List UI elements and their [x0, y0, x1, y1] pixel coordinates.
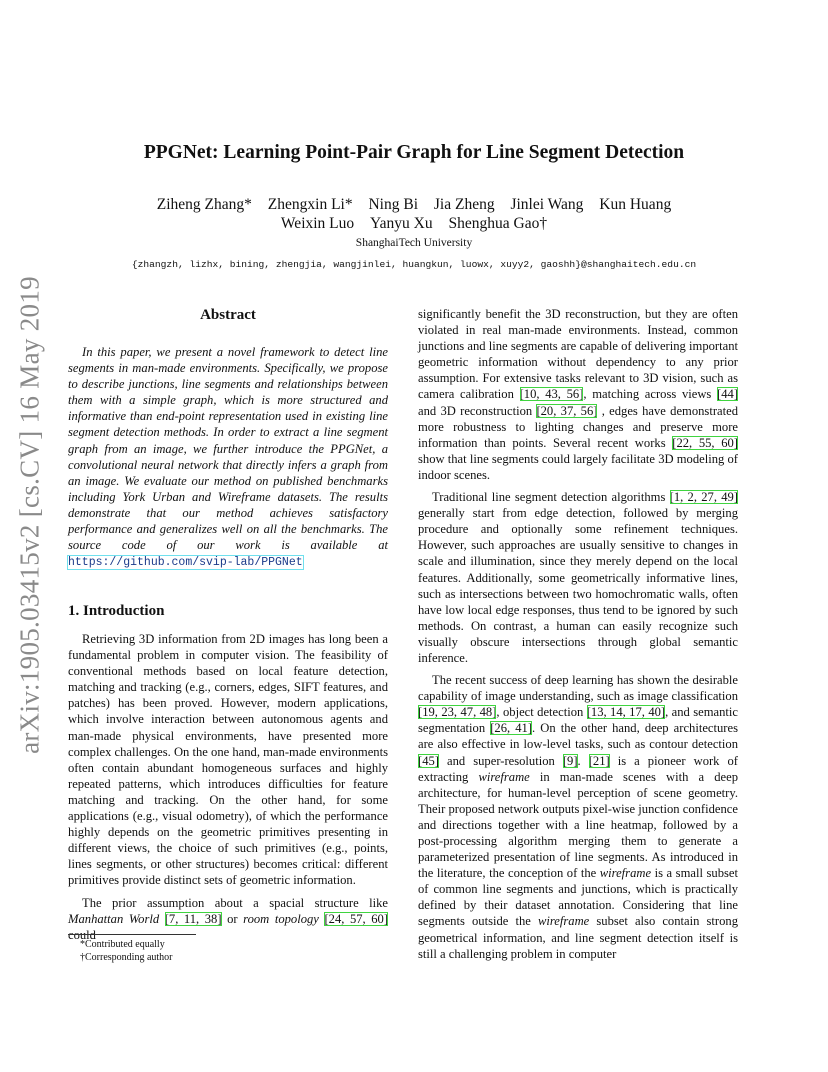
author-name: Zhengxin Li*: [267, 196, 353, 213]
citation-link[interactable]: [45]: [418, 753, 439, 768]
footnote-rule: [68, 934, 196, 935]
text-run: The prior assumption about a spacial structure like: [82, 895, 388, 910]
paper-title: PPGNet: Learning Point-Pair Graph for Line Segment Detection: [143, 142, 685, 163]
text-run: .: [577, 753, 589, 768]
text-run: or: [221, 911, 244, 926]
text-run: show that line segments could largely facilitate 3D modeling of indoor scenes.: [418, 451, 738, 482]
code-link[interactable]: https://github.com/svip-lab/PPGNet: [68, 556, 303, 570]
emphasis: room topology: [243, 911, 319, 926]
text-run: , matching across views: [583, 387, 718, 402]
text-run: subset also contain strong geometrical information, and line segment detection itself is still a challenging problem in computer: [418, 914, 738, 961]
paragraph: [418, 672, 738, 962]
paragraph: [418, 489, 738, 666]
citation-link[interactable]: [44]: [717, 387, 739, 402]
text-run: , edges have demonstrated more robustness to lighting changes and preserve more information than points. Several recent works: [418, 403, 738, 450]
text-run: The recent success of deep learning has shown the desirable capability of image understanding, such as image classification: [418, 673, 738, 704]
citation-link[interactable]: [9]: [562, 753, 578, 768]
text-run: , and semantic segmentation: [418, 705, 739, 736]
author-name: Shenghua Gao†: [448, 215, 548, 232]
text-run: , object detection: [496, 705, 587, 720]
abstract-body: [68, 344, 388, 571]
paragraph: Retrieving 3D information from 2D images has long been a fundamental problem in computer vision. The feasibility of conventional methods based on local feature detection, matching and tracking (e.g., corners, edges, SIFT features, and patches) has been proved. However, modern applications, which involve interaction between autonomous agents and man-made physical environments, have presented more complex challenges. On the one hand, man-made environments often contain abundant homogeneous surfaces and highly repeated patterns, which introduces difficulties for feature matching and tracking. On the other hand, for some applications (e.g., visual odometry), of which the performance highly depends on the geometric primitives presenting in different views, the choice of such primitives (e.g., points, lines segments, or other structures) becomes critical: different primitives provide distinct sets of geometric information.: [68, 632, 388, 888]
text-run: is a pioneer work of extracting: [418, 753, 739, 784]
text-run: is a small subset of common line segments and junctions, which is practically defined by their dataset annotation. Considering that line segments outside the: [418, 866, 738, 929]
citation-link[interactable]: [26, 41]: [490, 721, 533, 736]
text-run: could: [68, 927, 96, 942]
text-run: significantly benefit the 3D reconstruction, but they are often violated in real man-made environments. Instead, common junctions and line segments are capable of delivering important geometric information without dependency to any prior assumption. For extensive tasks relevant to 3D vision, such as camera calibration: [418, 307, 738, 402]
author-emails: {zhangzh, lizhx, bining, zhengjia, wangjinlei, huangkun, luowx, xuyy2, gaoshh}@shanghaitech.edu.cn: [131, 259, 697, 270]
citation-link[interactable]: [10, 43, 56]: [519, 387, 584, 402]
abstract-heading: Abstract: [200, 307, 256, 323]
text-run: in man-made scenes with a deep architecture, for human-level perception of scene geometry. Their proposed network outputs pixel-wise junction confidence and directions together with a line heatmap, followed by a post-processing algorithm merging them to generate a parameterized presentation of line segments. As introduced in the literature, the conception of the: [418, 769, 738, 881]
arxiv-identifier-text: arXiv:1905.03415v2 [cs.CV] 16 May 2019: [14, 276, 45, 754]
emphasis: wireframe: [537, 914, 590, 929]
author-name: Jia Zheng: [433, 196, 495, 213]
emphasis: Manhattan World: [68, 911, 160, 926]
text-run: Traditional line segment detection algorithms: [432, 490, 670, 505]
emphasis: wireframe: [599, 866, 652, 881]
introduction-left-column: [68, 631, 388, 949]
author-name: Yanyu Xu: [370, 215, 433, 232]
author-name: Jinlei Wang: [510, 196, 584, 213]
citation-link[interactable]: [21]: [588, 753, 610, 768]
citation-link[interactable]: [13, 14, 17, 40]: [586, 705, 666, 720]
author-name: Weixin Luo: [280, 215, 355, 232]
author-list-line-1: [0, 196, 828, 214]
citation-link[interactable]: [22, 55, 60]: [672, 435, 739, 450]
footnote: *Contributed equally: [80, 939, 165, 950]
citation-link[interactable]: [19, 23, 47, 48]: [418, 705, 497, 720]
affiliation: ShanghaiTech University: [355, 237, 473, 249]
text-run: generally start from edge detection, followed by merging procedure and optionally some refinement techniques. However, such approaches are usually sensitive to changes in scale and illumination, since they merely depend on the local features. Additionally, some geometrically informative lines, such as intersections between two homochromatic walls, often have low local edge responses, thus tend to be ignored by such methods. On contrast, a human can easily recognize such visually obscure intersections through global semantic inference.: [418, 506, 738, 665]
arxiv-identifier: [12, 275, 48, 755]
paragraph: [418, 306, 738, 483]
citation-link[interactable]: [7, 11, 38]: [164, 911, 222, 926]
author-name: Ning Bi: [368, 196, 419, 213]
citation-link[interactable]: [1, 2, 27, 49]: [669, 490, 738, 505]
author-name: Ziheng Zhang*: [156, 196, 252, 213]
section-heading-introduction: 1. Introduction: [68, 603, 165, 619]
abstract-text: In this paper, we present a novel framework to detect line segments in man-made environments. Specifically, we propose to describe junctions, line segments and relationships between them with a simple graph, which is more structured and informative than end-point representation used in existing line segment detection methods. In order to extract a line segment graph from an image, we further introduce the PPGNet, a convolutional neural network that directly infers a graph from an image. We evaluate our method on published benchmarks including York Urban and Wireframe datasets. The results demonstrate that our method achieves satisfactory performance and generalizes well on all the benchmarks. The source code of our work is available at: [68, 345, 388, 553]
author-list-line-2: [0, 215, 828, 233]
emphasis: wireframe: [478, 769, 530, 784]
citation-link[interactable]: [20, 37, 56]: [536, 403, 598, 418]
right-column: [418, 306, 738, 968]
paragraph: [68, 895, 388, 943]
text-run: . On the other hand, deep architectures are also effective in low-level tasks, such as contour detection: [418, 721, 738, 752]
footnote: †Corresponding author: [80, 952, 173, 963]
author-name: Kun Huang: [599, 196, 672, 213]
citation-link[interactable]: [24, 57, 60]: [324, 911, 389, 926]
text-run: and 3D reconstruction: [418, 403, 537, 418]
text-run: and super-resolution: [438, 753, 563, 768]
